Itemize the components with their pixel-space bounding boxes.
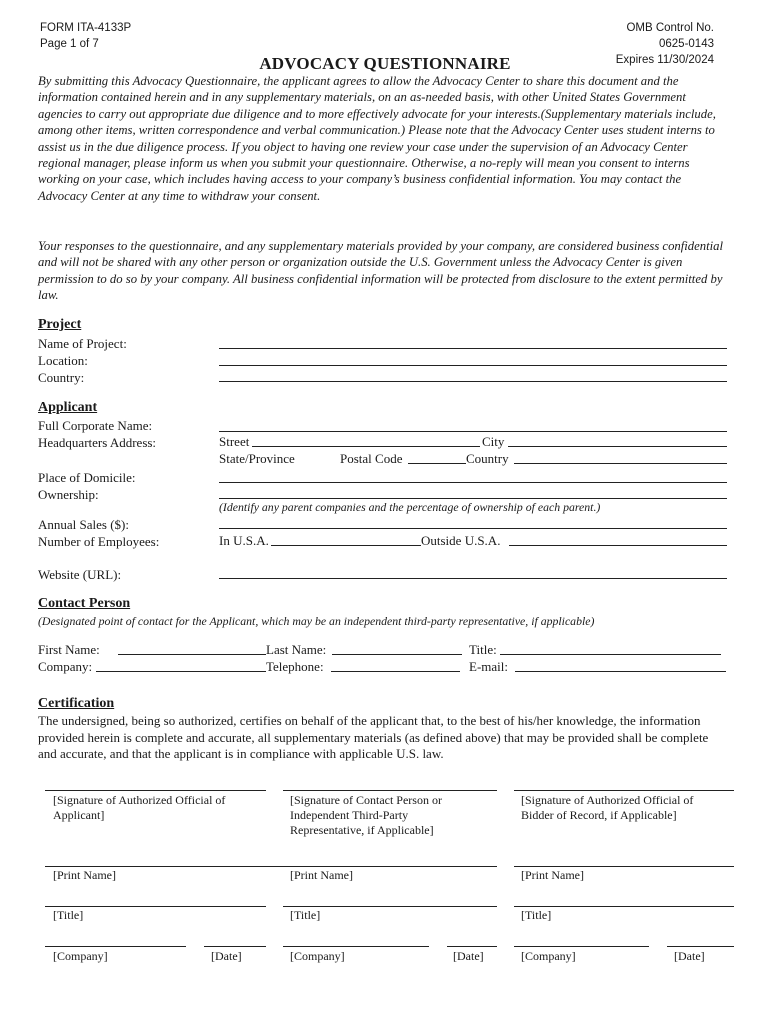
ownership-field[interactable] [219,498,727,499]
certification-heading: Certification [38,696,115,711]
form-number: FORM ITA-4133P [40,22,132,34]
first-name-label: First Name: [38,642,100,657]
street-field[interactable] [252,446,480,447]
date-line-1[interactable] [204,946,266,947]
city-field[interactable] [508,446,727,447]
project-location-field[interactable] [219,365,727,366]
date-label-3: [Date] [674,949,705,963]
corporate-name-field[interactable] [219,431,727,432]
hq-address-label: Headquarters Address: [38,435,157,450]
company-line-1[interactable] [45,946,186,947]
domicile-label: Place of Domicile: [38,470,136,485]
last-name-label: Last Name: [266,642,327,657]
company-label-1: [Company] [53,949,108,963]
contact-note: (Designated point of contact for the Applicant, which may be an independent third-party representative, if applicable) [38,614,595,628]
telephone-label: Telephone: [266,659,324,674]
company-label-3: [Company] [521,949,576,963]
first-name-field[interactable] [118,654,266,655]
signature-label-contact: [Signature of Contact Person or Independent Third-Party Representative, if Applicable] [290,793,442,837]
intro-paragraph-2: Your responses to the questionnaire, and any supplementary materials provided by your company, are considered business confidential and will not be shared with any other person or organization outside the U.S. Government unless the Advocacy Center is given permission to do so by your company. All business confidential information will be protected from disclosure to the extent permitted by law. [38,239,724,303]
postal-code-label: Postal Code [340,451,403,466]
project-name-field[interactable] [219,348,727,349]
title-line-1[interactable] [45,906,266,907]
title-field[interactable] [500,654,721,655]
date-label-2: [Date] [453,949,484,963]
website-label: Website (URL): [38,567,122,582]
state-label: State/Province [219,451,295,466]
in-usa-field[interactable] [271,545,421,546]
outside-usa-label: Outside U.S.A. [421,533,501,548]
signature-line-applicant[interactable] [45,790,266,791]
street-label: Street [219,434,250,449]
annual-sales-field[interactable] [219,528,727,529]
contact-heading: Contact Person [38,596,131,611]
applicant-heading: Applicant [38,400,98,415]
last-name-field[interactable] [332,654,462,655]
project-heading: Project [38,317,82,332]
title-line-2[interactable] [283,906,497,907]
address-country-field[interactable] [514,463,727,464]
project-country-field[interactable] [219,381,727,382]
postal-code-field[interactable] [408,463,466,464]
employees-label: Number of Employees: [38,534,160,549]
company-line-3[interactable] [514,946,649,947]
corporate-name-label: Full Corporate Name: [38,418,153,433]
print-name-line-3[interactable] [514,866,734,867]
certification-text: The undersigned, being so authorized, certifies on behalf of the applicant that, to the best of his/her knowledge, the information provided herein is complete and accurate, all supplementary materials (as defined above) that may be provided shall be complete and accurate, and that the applicant is in compliance with applicable U.S. law. [38,713,709,761]
print-name-line-1[interactable] [45,866,497,867]
title-line-3[interactable] [514,906,734,907]
project-name-label: Name of Project: [38,336,127,351]
company-field[interactable] [96,671,266,672]
date-line-2[interactable] [447,946,497,947]
in-usa-label: In U.S.A. [219,533,269,548]
signature-label-bidder: [Signature of Authorized Official of Bidder of Record, if Applicable] [521,793,694,822]
project-country-label: Country: [38,370,85,385]
intro-paragraph-1: By submitting this Advocacy Questionnaire, the applicant agrees to allow the Advocacy Center to share this document and the information contained herein and in any supplementary materials, on an as-needed basis, with other United States Government agencies to carry out appropriate due diligence and to more effectively advocate for your interests.(Supplementary materials include, among other items, written correspondence and verbal communication.) Please note that the Advocacy Center uses student interns to assist us in the due diligence process. If you object to having one review your case under the supervision of an Advocacy Center regional manager, please inform us when you submit your questionnaire. Otherwise, a no-reply will mean you consent to interns working on your case, which includes having access to your company’s business confidential information. You may contact the Advocacy Center at any time to withdraw your consent. [38,74,716,203]
email-field[interactable] [515,671,726,672]
project-location-label: Location: [38,353,88,368]
website-field[interactable] [219,578,727,579]
print-name-label-3: [Print Name] [521,868,584,882]
company-line-2[interactable] [283,946,429,947]
company-label: Company: [38,659,93,674]
print-name-label-1: [Print Name] [53,868,116,882]
ownership-note: (Identify any parent companies and the percentage of ownership of each parent.) [219,500,601,514]
date-label-1: [Date] [211,949,242,963]
omb-label: OMB Control No. [626,22,714,34]
print-name-label-2: [Print Name] [290,868,353,882]
page-title: ADVOCACY QUESTIONNAIRE [259,54,511,73]
title-label: Title: [469,642,497,657]
omb-number: 0625-0143 [659,38,714,50]
expiration-date: Expires 11/30/2024 [615,54,714,66]
title-label-2: [Title] [290,908,321,922]
company-label-2: [Company] [290,949,345,963]
annual-sales-label: Annual Sales ($): [38,517,129,532]
ownership-label: Ownership: [38,487,99,502]
signature-line-bidder[interactable] [514,790,734,791]
outside-usa-field[interactable] [509,545,727,546]
address-country-label: Country [466,451,509,466]
signature-line-contact[interactable] [283,790,497,791]
email-label: E-mail: [469,659,508,674]
domicile-field[interactable] [219,482,727,483]
title-label-1: [Title] [53,908,84,922]
page-number: Page 1 of 7 [40,38,99,50]
title-label-3: [Title] [521,908,552,922]
city-label: City [482,434,505,449]
telephone-field[interactable] [331,671,460,672]
signature-label-applicant: [Signature of Authorized Official of Applicant] [53,793,226,822]
date-line-3[interactable] [667,946,734,947]
